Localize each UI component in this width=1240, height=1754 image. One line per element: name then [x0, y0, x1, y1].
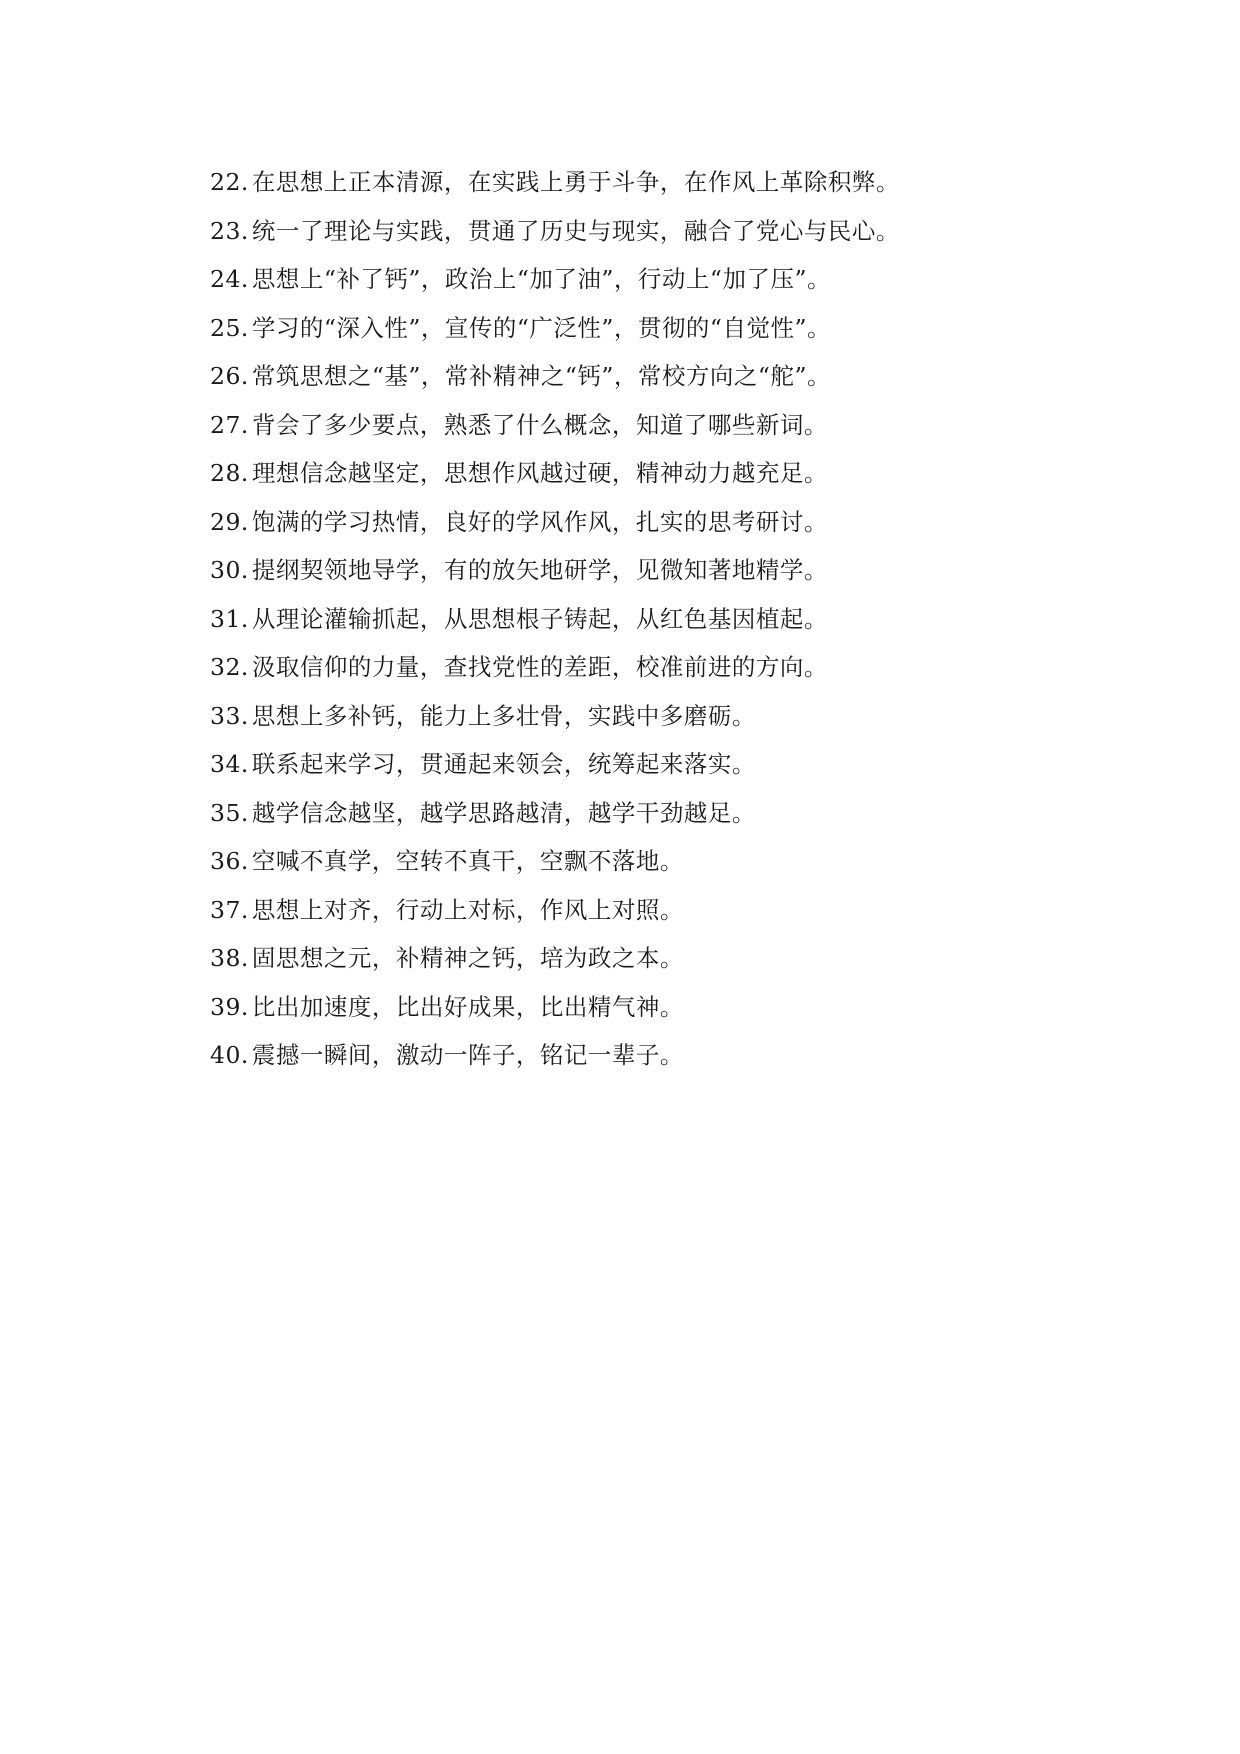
list-item — [210, 207, 1170, 256]
item-text: 常筑思想之“基”，常补精神之“钙”，常校方向之“舵”。 — [251, 362, 831, 390]
item-number: 31. — [210, 604, 249, 633]
item-number: 32. — [210, 653, 249, 681]
item-number: 25. — [210, 313, 249, 342]
list-item — [210, 401, 1170, 450]
item-text: 比出加速度，比出好成果，比出精气神。 — [251, 992, 684, 1021]
item-text: 饱满的学习热情，良好的学风作风，扎实的思考研讨。 — [251, 507, 828, 536]
list-item — [210, 643, 1170, 692]
list-item — [210, 595, 1170, 644]
item-number: 26. — [210, 362, 249, 390]
list-item — [210, 449, 1170, 498]
list-item — [210, 158, 1170, 207]
item-number: 27. — [210, 410, 249, 439]
item-text: 思想上对齐，行动上对标，作风上对照。 — [251, 895, 684, 924]
list-item — [210, 934, 1170, 983]
item-text: 越学信念越坚，越学思路越清，越学干劲越足。 — [251, 798, 756, 827]
list-item — [210, 255, 1170, 304]
list-item — [210, 1031, 1170, 1080]
item-number: 29. — [210, 507, 249, 536]
item-number: 37. — [210, 895, 249, 924]
item-number: 40. — [210, 1041, 249, 1069]
item-number: 38. — [210, 944, 249, 972]
item-number: 34. — [210, 750, 249, 778]
item-text: 固思想之元，补精神之钙，培为政之本。 — [251, 944, 684, 972]
item-number: 28. — [210, 459, 249, 487]
item-text: 背会了多少要点，熟悉了什么概念，知道了哪些新词。 — [251, 410, 828, 439]
numbered-list — [210, 158, 1170, 1080]
item-text: 空喊不真学，空转不真干，空飘不落地。 — [251, 847, 684, 875]
list-item — [210, 692, 1170, 741]
item-text: 提纲契领地导学，有的放矢地研学，见微知著地精学。 — [251, 556, 828, 584]
list-item — [210, 546, 1170, 595]
list-item — [210, 886, 1170, 935]
item-text: 统一了理论与实践，贯通了历史与现实，融合了党心与民心。 — [251, 216, 900, 245]
item-text: 思想上“补了钙”，政治上“加了油”，行动上“加了压”。 — [251, 265, 831, 293]
list-item — [210, 837, 1170, 886]
item-number: 35. — [210, 798, 249, 827]
item-number: 22. — [210, 168, 249, 196]
item-number: 36. — [210, 847, 249, 875]
list-item — [210, 352, 1170, 401]
list-item — [210, 983, 1170, 1032]
item-text: 在思想上正本清源，在实践上勇于斗争，在作风上革除积弊。 — [251, 168, 900, 196]
item-number: 39. — [210, 992, 249, 1021]
item-number: 30. — [210, 556, 249, 584]
item-text: 汲取信仰的力量，查找党性的差距，校准前进的方向。 — [251, 653, 828, 681]
item-text: 联系起来学习，贯通起来领会，统筹起来落实。 — [251, 750, 756, 778]
list-item — [210, 304, 1170, 353]
item-text: 从理论灌输抓起，从思想根子铸起，从红色基因植起。 — [251, 604, 828, 633]
list-item — [210, 740, 1170, 789]
item-text: 学习的“深入性”，宣传的“广泛性”，贯彻的“自觉性”。 — [251, 313, 831, 342]
item-number: 24. — [210, 265, 249, 293]
item-number: 23. — [210, 216, 249, 245]
list-item — [210, 789, 1170, 838]
item-text: 震撼一瞬间，激动一阵子，铭记一辈子。 — [251, 1041, 684, 1069]
item-text: 思想上多补钙，能力上多壮骨，实践中多磨砺。 — [251, 701, 756, 730]
list-item — [210, 498, 1170, 547]
item-number: 33. — [210, 701, 249, 730]
item-text: 理想信念越坚定，思想作风越过硬，精神动力越充足。 — [251, 459, 828, 487]
